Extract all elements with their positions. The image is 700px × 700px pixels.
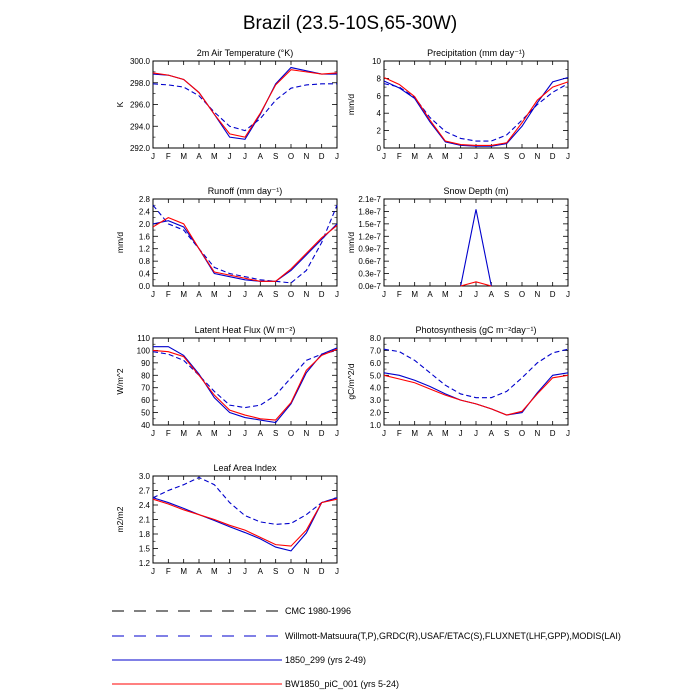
y-tick-label: 2.0 bbox=[369, 408, 381, 418]
x-tick-label: N bbox=[303, 152, 310, 161]
series-line-1 bbox=[153, 84, 337, 131]
x-tick-label: O bbox=[287, 429, 295, 438]
x-tick-label: S bbox=[272, 429, 279, 438]
x-tick-label: S bbox=[272, 567, 279, 576]
y-tick-label: 4 bbox=[376, 109, 381, 119]
x-tick-label: A bbox=[488, 290, 495, 299]
y-tick-label: 0.0e-7 bbox=[358, 282, 381, 291]
y-tick-label: 0.3e-7 bbox=[358, 269, 381, 279]
x-tick-label: J bbox=[243, 290, 247, 299]
x-tick-label: O bbox=[518, 152, 526, 161]
x-tick-label: N bbox=[534, 152, 541, 161]
series-line-1 bbox=[153, 350, 337, 407]
panel-title: Photosynthesis (gC m⁻²day⁻¹) bbox=[415, 325, 537, 335]
x-tick-label: J bbox=[566, 429, 570, 438]
x-tick-label: F bbox=[165, 152, 171, 161]
x-tick-label: A bbox=[427, 152, 433, 161]
y-tick-label: 2.4 bbox=[138, 501, 150, 510]
x-tick-label: F bbox=[165, 429, 171, 438]
x-tick-label: J bbox=[382, 290, 386, 299]
series-line-3 bbox=[153, 70, 337, 137]
y-tick-label: 0.4 bbox=[138, 269, 150, 279]
x-tick-label: J bbox=[382, 152, 386, 161]
y-axis-label: m2/m2 bbox=[115, 506, 125, 533]
series-line-3 bbox=[153, 218, 337, 282]
figure-title: Brazil (23.5-10S,65-30W) bbox=[242, 13, 458, 34]
x-tick-label: F bbox=[396, 152, 402, 161]
y-axis-label: mm/d bbox=[346, 93, 356, 116]
y-tick-label: 80 bbox=[141, 371, 150, 381]
y-tick-label: 1.5e-7 bbox=[358, 219, 381, 229]
x-tick-label: J bbox=[151, 429, 155, 438]
plot-frame bbox=[153, 476, 337, 563]
panel-7 bbox=[115, 463, 339, 576]
y-tick-label: 1.2 bbox=[138, 559, 150, 568]
panel-4 bbox=[346, 186, 570, 299]
x-tick-label: J bbox=[458, 429, 463, 438]
x-tick-label: M bbox=[180, 567, 188, 576]
y-tick-label: 0.6e-7 bbox=[358, 257, 381, 267]
y-tick-label: 0.8 bbox=[138, 257, 150, 267]
x-tick-label: J bbox=[151, 152, 155, 161]
x-tick-label: N bbox=[303, 290, 310, 299]
x-tick-label: A bbox=[196, 290, 202, 299]
x-tick-label: M bbox=[180, 429, 188, 438]
x-tick-label: S bbox=[503, 290, 510, 299]
series-line-3 bbox=[153, 349, 337, 420]
x-tick-label: J bbox=[566, 290, 570, 299]
plot-frame bbox=[153, 61, 337, 148]
x-tick-label: J bbox=[458, 152, 463, 161]
y-tick-label: 2.1 bbox=[138, 515, 150, 525]
x-tick-label: A bbox=[488, 152, 495, 161]
y-tick-label: 3.0 bbox=[138, 472, 150, 481]
series-line-1 bbox=[461, 209, 492, 286]
y-tick-label: 100 bbox=[136, 346, 150, 356]
panel-title: Leaf Area Index bbox=[213, 463, 277, 473]
x-tick-label: J bbox=[458, 290, 463, 299]
x-tick-label: J bbox=[227, 567, 232, 576]
x-tick-label: A bbox=[427, 290, 433, 299]
y-tick-label: 2.8 bbox=[138, 195, 150, 204]
y-tick-label: 0 bbox=[376, 144, 381, 153]
panel-2 bbox=[346, 48, 570, 161]
y-tick-label: 1.5 bbox=[138, 544, 150, 554]
x-tick-label: J bbox=[243, 429, 247, 438]
y-tick-label: 2.0 bbox=[138, 219, 150, 229]
x-tick-label: A bbox=[257, 152, 264, 161]
x-tick-label: J bbox=[382, 429, 386, 438]
y-tick-label: 3.0 bbox=[369, 396, 381, 406]
x-tick-label: D bbox=[318, 290, 325, 299]
panel-title: Runoff (mm day⁻¹) bbox=[207, 186, 283, 196]
x-tick-label: S bbox=[503, 152, 510, 161]
plot-frame bbox=[384, 61, 568, 148]
x-tick-label: A bbox=[257, 290, 264, 299]
series-line-2 bbox=[384, 373, 568, 415]
y-tick-label: 1.8e-7 bbox=[358, 207, 381, 217]
series-line-1 bbox=[384, 84, 568, 141]
plot-frame bbox=[153, 199, 337, 286]
panel-title: Snow Depth (m) bbox=[443, 186, 509, 196]
x-tick-label: M bbox=[180, 152, 188, 161]
x-tick-label: J bbox=[335, 152, 339, 161]
x-tick-label: O bbox=[518, 429, 526, 438]
legend-label-4: BW1850_piC_001 (yrs 5-24) bbox=[285, 679, 400, 689]
legend bbox=[112, 606, 621, 689]
y-tick-label: 1.0 bbox=[369, 421, 381, 430]
y-tick-label: 298.0 bbox=[129, 78, 150, 88]
x-tick-label: N bbox=[303, 429, 310, 438]
y-tick-label: 0.0 bbox=[138, 282, 150, 291]
x-tick-label: M bbox=[210, 567, 218, 576]
y-tick-label: 40 bbox=[141, 421, 150, 430]
y-axis-label: gC/m^2/d bbox=[346, 363, 356, 400]
x-tick-label: J bbox=[335, 429, 339, 438]
x-tick-label: F bbox=[396, 429, 402, 438]
x-tick-label: M bbox=[210, 290, 218, 299]
x-tick-label: A bbox=[488, 429, 495, 438]
x-tick-label: M bbox=[441, 429, 449, 438]
y-tick-label: 296.0 bbox=[129, 100, 150, 110]
panel-1 bbox=[115, 48, 339, 161]
y-tick-label: 10 bbox=[372, 57, 381, 66]
y-tick-label: 294.0 bbox=[129, 122, 150, 132]
plot-frame bbox=[153, 338, 337, 425]
y-tick-label: 292.0 bbox=[129, 144, 150, 153]
x-tick-label: J bbox=[243, 152, 247, 161]
x-tick-label: A bbox=[196, 567, 202, 576]
y-tick-label: 6.0 bbox=[369, 358, 381, 368]
x-tick-label: O bbox=[287, 152, 295, 161]
y-tick-label: 7.0 bbox=[369, 346, 381, 356]
x-tick-label: O bbox=[518, 290, 526, 299]
y-tick-label: 6 bbox=[376, 91, 381, 101]
y-axis-label: mm/d bbox=[115, 231, 125, 254]
x-tick-label: N bbox=[303, 567, 310, 576]
y-tick-label: 1.8 bbox=[138, 530, 150, 539]
y-axis-label: K bbox=[115, 101, 125, 108]
x-tick-label: F bbox=[396, 290, 402, 299]
x-tick-label: O bbox=[287, 567, 295, 576]
y-tick-label: 90 bbox=[141, 358, 150, 368]
y-tick-label: 110 bbox=[137, 334, 150, 343]
x-tick-label: D bbox=[318, 152, 325, 161]
series-line-2 bbox=[153, 347, 337, 423]
x-tick-label: A bbox=[257, 567, 264, 576]
x-tick-label: S bbox=[272, 290, 279, 299]
panel-title: Latent Heat Flux (W m⁻²) bbox=[194, 325, 296, 335]
y-tick-label: 1.6 bbox=[138, 232, 150, 242]
x-tick-label: D bbox=[549, 429, 556, 438]
y-tick-label: 5.0 bbox=[369, 371, 381, 381]
y-tick-label: 8 bbox=[376, 74, 381, 84]
x-tick-label: A bbox=[196, 429, 202, 438]
x-tick-label: J bbox=[474, 290, 478, 299]
legend-label-2: Willmott-Matsuura(T,P),GRDC(R),USAF/ETAC(S),FLUXNET(LHF,GPP),MODIS(LAI) bbox=[285, 631, 621, 641]
x-tick-label: S bbox=[503, 429, 510, 438]
x-tick-label: M bbox=[180, 290, 188, 299]
y-tick-label: 8.0 bbox=[369, 334, 381, 343]
y-tick-label: 300.0 bbox=[129, 57, 150, 66]
x-tick-label: M bbox=[411, 152, 419, 161]
series-line-2 bbox=[384, 78, 568, 147]
x-tick-label: M bbox=[441, 290, 449, 299]
x-tick-label: M bbox=[210, 429, 218, 438]
y-tick-label: 2 bbox=[376, 126, 381, 136]
y-tick-label: 70 bbox=[141, 383, 150, 393]
x-tick-label: D bbox=[549, 152, 556, 161]
x-tick-label: J bbox=[151, 290, 155, 299]
y-tick-label: 4.0 bbox=[369, 383, 381, 393]
y-tick-label: 2.4 bbox=[138, 207, 150, 217]
series-line-3 bbox=[384, 78, 568, 146]
x-tick-label: D bbox=[318, 567, 325, 576]
panel-5 bbox=[115, 325, 339, 438]
x-tick-label: J bbox=[566, 152, 570, 161]
y-tick-label: 1.2e-7 bbox=[358, 232, 381, 242]
x-tick-label: J bbox=[335, 290, 339, 299]
x-tick-label: N bbox=[534, 429, 541, 438]
panels bbox=[115, 48, 570, 576]
panel-title: Precipitation (mm day⁻¹) bbox=[427, 48, 525, 58]
x-tick-label: N bbox=[534, 290, 541, 299]
y-tick-label: 60 bbox=[141, 396, 150, 406]
x-tick-label: J bbox=[474, 429, 478, 438]
x-tick-label: J bbox=[227, 429, 232, 438]
legend-label-1: CMC 1980-1996 bbox=[285, 606, 352, 616]
y-tick-label: 0.9e-7 bbox=[358, 244, 381, 254]
panel-6 bbox=[346, 325, 570, 438]
series-line-3 bbox=[384, 375, 568, 415]
x-tick-label: D bbox=[318, 429, 325, 438]
x-tick-label: M bbox=[411, 290, 419, 299]
y-tick-label: 1.2 bbox=[138, 244, 150, 254]
legend-label-3: 1850_299 (yrs 2-49) bbox=[285, 655, 367, 665]
x-tick-label: A bbox=[196, 152, 202, 161]
x-tick-label: A bbox=[257, 429, 264, 438]
series-line-1 bbox=[153, 477, 337, 524]
series-line-1 bbox=[153, 205, 337, 283]
x-tick-label: J bbox=[227, 152, 232, 161]
y-axis-label: W/m^2 bbox=[115, 368, 125, 395]
x-tick-label: A bbox=[427, 429, 433, 438]
x-tick-label: O bbox=[287, 290, 295, 299]
panel-3 bbox=[115, 186, 339, 299]
panel-title: 2m Air Temperature (°K) bbox=[196, 48, 294, 58]
x-tick-label: M bbox=[441, 152, 449, 161]
y-axis-label: mm/d bbox=[346, 231, 356, 254]
x-tick-label: S bbox=[272, 152, 279, 161]
y-tick-label: 2.1e-7 bbox=[358, 195, 381, 204]
x-tick-label: M bbox=[411, 429, 419, 438]
x-tick-label: J bbox=[227, 290, 232, 299]
series-line-3 bbox=[153, 499, 337, 546]
y-tick-label: 2.7 bbox=[138, 486, 150, 496]
x-tick-label: J bbox=[243, 567, 247, 576]
x-tick-label: F bbox=[165, 567, 171, 576]
x-tick-label: F bbox=[165, 290, 171, 299]
y-tick-label: 50 bbox=[141, 408, 150, 418]
x-tick-label: J bbox=[335, 567, 339, 576]
x-tick-label: J bbox=[474, 152, 478, 161]
x-tick-label: J bbox=[151, 567, 155, 576]
x-tick-label: M bbox=[210, 152, 218, 161]
x-tick-label: D bbox=[549, 290, 556, 299]
